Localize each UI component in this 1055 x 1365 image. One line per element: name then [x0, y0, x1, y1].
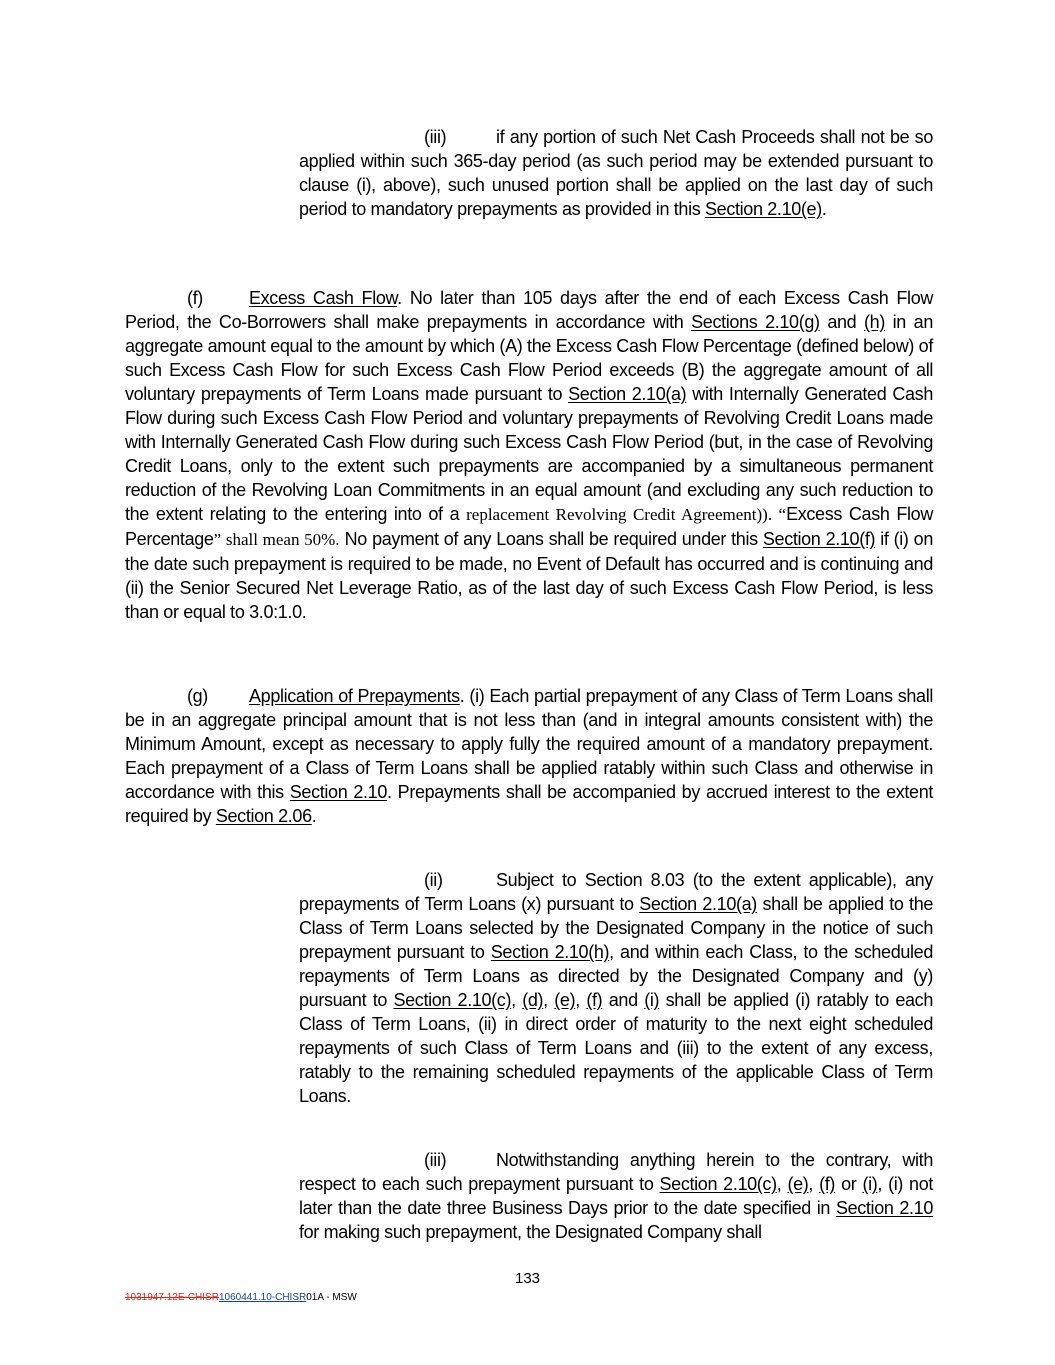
paragraph-iii-notwithstanding — [299, 1148, 933, 1244]
section-reference: (e) — [787, 1174, 809, 1194]
paragraph-iii-net-cash-proceeds — [299, 125, 933, 221]
paragraph-text: with Internally Generated Cash Flow during such Excess Cash Flow Period and voluntary prepayments of Revolving Credit Loans made with Internally Generated Cash Flow during such Excess Cash Flow Period (but, in the case of Revolving Credit Loans, only to the extent such prepayments are accompanied by a simultaneous permanent reduction of the Revolving Loan Commitments in an equal amount (and excluding any such reduction to the extent relating to the entering into of a — [125, 384, 933, 524]
paragraph-text: and — [819, 312, 865, 332]
paragraph-text: in an aggregate amount equal to the amount by which (A) the Excess Cash Flow Percentage (defined below) of such Excess Cash Flow for such Excess Cash Flow Period exceeds (B) the aggregate amount of all voluntary prepayments of Term Loans made pursuant to — [125, 312, 933, 404]
paragraph-text: , — [575, 990, 587, 1010]
paragraph-text: for making such prepayment, the Designated Company shall — [299, 1222, 762, 1242]
paragraph-text: if any portion of such Net Cash Proceeds shall not be so applied within such 365-day period (as such period may be extended pursuant to clause (i), above), such unused portion shall be applied on the last day of such period to mandatory prepayments as provided in this — [299, 127, 933, 219]
section-reference: Section 2.10 — [289, 782, 388, 802]
paragraph-text: . Prepayments shall be accompanied by accrued interest to the extent required by — [125, 782, 934, 826]
paragraph-g-application-of-prepayments — [125, 684, 933, 828]
paragraph-text: , — [808, 1174, 820, 1194]
paragraph-text: . — [311, 806, 317, 826]
section-reference: (e) — [554, 990, 576, 1010]
paragraph-text: . No later than 105 days after the end of each Excess Cash Flow Period, the Co-Borrowers shall make prepayments in accordance with — [125, 288, 934, 332]
section-reference: (f) — [586, 990, 603, 1010]
section-reference: Section 2.10(c) — [659, 1174, 777, 1194]
section-reference: Section 2.06 — [215, 806, 312, 826]
page-number: 133 — [514, 1270, 541, 1287]
section-reference: (d) — [522, 990, 544, 1010]
paragraph-text: shall be applied (i) ratably to each Class of Term Loans, (ii) in direct order of maturity to the next eight scheduled repayments of such Class of Term Loans and (iii) to the extent of any excess, ratably to the remaining scheduled repayments of the applicable Class of Term Loans. — [299, 990, 933, 1106]
clause-marker: (iii) — [424, 127, 447, 147]
paragraph-text: . — [821, 199, 827, 219]
clause-marker: (iii) — [424, 1150, 447, 1170]
paragraph-text: , (i) not later than the date three Business Days prior to the date specified in — [299, 1174, 934, 1218]
section-reference: Section 2.10(f) — [762, 529, 876, 549]
paragraph-text: , and within each Class, to the scheduled repayments of Term Loans as directed by the Designated Company and (y) pursuant to — [299, 942, 933, 1010]
clause-marker: (g) — [187, 686, 208, 706]
paragraph-text: , — [543, 990, 555, 1010]
section-reference: (i) — [644, 990, 660, 1010]
paragraph-text: Subject to Section 8.03 (to the extent applicable), any prepayments of Term Loans (x) pursuant to — [299, 870, 933, 914]
paragraph-text: and — [602, 990, 645, 1010]
footer-deleted-id: 1031947.12E-CHISR — [125, 1292, 219, 1303]
paragraph-text-serif: ” shall mean 50%. — [213, 530, 340, 549]
section-heading: Excess Cash Flow — [249, 288, 398, 308]
paragraph-text: shall be applied to the Class of Term Loans selected by the Designated Company in the notice of such prepayment pursuant to — [299, 894, 934, 962]
section-reference: Section 2.10 — [835, 1198, 933, 1218]
section-heading: Application of Prepayments — [249, 686, 460, 706]
section-reference: Section 2.10(c) — [393, 990, 512, 1010]
paragraph-text: . (i) Each partial prepayment of any Class of Term Loans shall be in an aggregate principal amount that is not less than (and in integral amounts consistent with) the Minimum Amount, except as necessary to apply fully the required amount of a mandatory prepayment. Each prepayment of a Class of Term Loans shall be applied ratably within such Class and otherwise in accordance with this — [125, 686, 933, 802]
clause-marker: (ii) — [424, 870, 443, 890]
document-footer-id — [125, 1292, 357, 1303]
section-reference: Section 2.10(a) — [568, 384, 687, 404]
defined-term: Excess Cash Flow Percentage — [125, 504, 933, 549]
paragraph-text: No payment of any Loans shall be required under this — [339, 529, 763, 549]
paragraph-text: , — [776, 1174, 788, 1194]
section-reference: (h) — [864, 312, 885, 332]
section-reference: Section 2.10(h) — [490, 942, 610, 962]
clause-marker: (f) — [187, 288, 203, 308]
footer-inserted-id: 1060441.10-CHISR — [218, 1292, 307, 1303]
paragraph-text-serif: replacement Revolving Credit Agreement)). “ — [466, 505, 787, 524]
paragraph-text: or — [835, 1174, 863, 1194]
footer-suffix: 01A - MSW — [306, 1292, 357, 1303]
paragraph-f-excess-cash-flow — [125, 286, 933, 624]
paragraph-text: if (i) on the date such prepayment is required to be made, no Event of Default has occurred and is continuing and (ii) the Senior Secured Net Leverage Ratio, as of the last day of such Excess Cash Flow Period, is less than or equal to 3.0:1.0. — [125, 529, 933, 622]
section-reference: Section 2.10(e) — [705, 199, 822, 219]
paragraph-text: Notwithstanding anything herein to the contrary, with respect to each such prepayment pursuant to — [299, 1150, 933, 1194]
paragraph-ii-subject-to — [299, 868, 933, 1108]
section-reference: Sections 2.10(g) — [691, 312, 820, 332]
paragraph-text: , — [511, 990, 523, 1010]
section-reference: Section 2.10(a) — [639, 894, 757, 914]
section-reference: (f) — [819, 1174, 836, 1194]
section-reference: (i) — [862, 1174, 878, 1194]
